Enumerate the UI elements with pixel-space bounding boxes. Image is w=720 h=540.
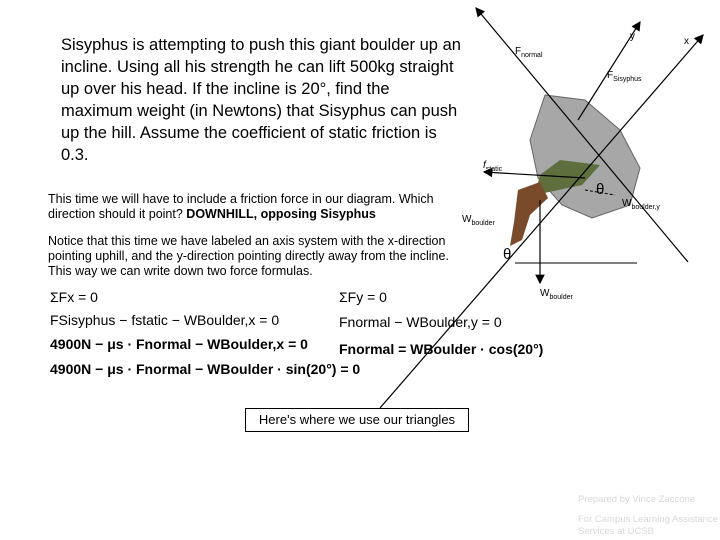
w-boulder-x-label: $W_{boulder}$: [462, 214, 495, 227]
x-axis-label: x: [684, 36, 689, 47]
y-axis-line: [476, 8, 688, 262]
sum-fy-text: ΣFy = 0: [339, 289, 387, 305]
credit-line-2: For Campus Learning Assistance Services at UCSB: [578, 514, 718, 537]
y-axis-label: y: [630, 31, 635, 42]
w-boulder-label: $W_{boulder}$: [540, 288, 573, 301]
fx-line-1: FSisyphus − fstatic − WBoulder,x = 0: [50, 312, 280, 328]
sum-fx-text: ΣFx = 0: [50, 289, 98, 305]
credit-line-1: Prepared by Vince Zaccone: [578, 494, 696, 505]
theta-upper-label: θ: [596, 181, 605, 198]
problem-statement: Sisyphus is attempting to push this giant boulder up an incline. Using all his strength he can lift 500kg straight up over his head. If the incline is 20°, find the maximum weight (in Newtons) that Sisyphus can push up the hill. Assume the coefficient of static friction is 0.3.: [61, 36, 461, 164]
fy-line-1: Fnormal − WBoulder,y = 0: [339, 314, 502, 330]
f-static-label: $f_{static}$: [483, 160, 503, 173]
fy-line-2: Fnormal = WBoulder · cos(20°): [339, 341, 544, 357]
w-boulder-y-label: $W_{boulder,y}$: [622, 198, 660, 211]
fx-line-3: 4900N − μs · Fnormal − WBoulder · sin(20°) = 0: [50, 361, 361, 377]
axis-explanation: Notice that this time we have labeled an axis system with the x-direction pointing uphill, and the y-direction pointing directly away from the incline. This way we can write down two force formulas.: [48, 234, 449, 278]
triangle-note-box: Here's where we use our triangles: [245, 408, 469, 432]
fx-line-2: 4900N − μs · Fnormal − WBoulder,x = 0: [50, 336, 308, 352]
friction-answer: DOWNHILL, opposing Sisyphus: [186, 207, 376, 221]
f-normal-label: $F_{normal}$: [515, 46, 543, 59]
f-sisyphus-label: $F_{Sisyphus}$: [607, 70, 642, 83]
theta-lower-label: θ: [503, 246, 512, 263]
friction-question: This time we will have to include a friction force in our diagram. Which direction should it point?: [48, 192, 434, 221]
